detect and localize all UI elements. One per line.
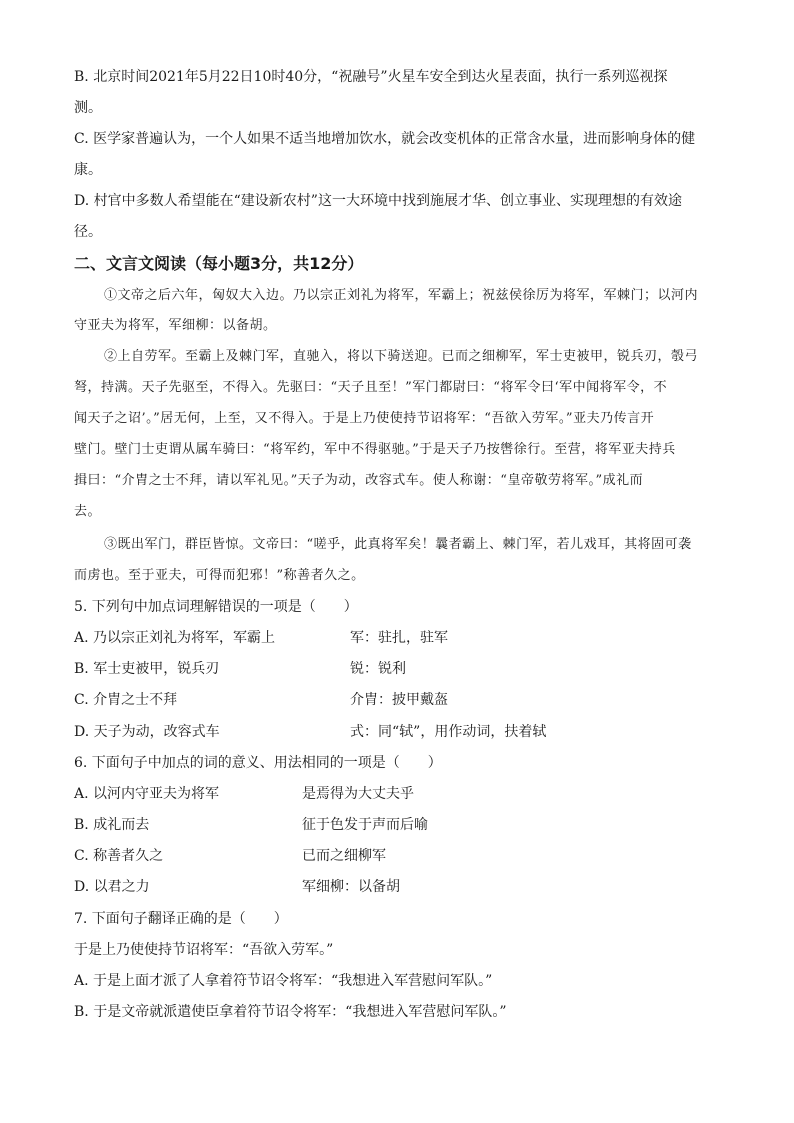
passage-line: 守亚夫为将军，军细柳：以备胡。 bbox=[74, 318, 277, 333]
prev-option-b-line2: 测。 bbox=[74, 100, 102, 116]
q5-option-d-gloss: 式：同“轼”，用作动词，扶着轼 bbox=[350, 724, 547, 740]
q6-option-b-compare: 征于色发于声而后喻 bbox=[302, 817, 428, 833]
prev-option-c-line2: 康。 bbox=[74, 162, 102, 178]
prev-option-d-line2: 径。 bbox=[74, 224, 102, 240]
q6-option-a-compare: 是焉得为大丈夫乎 bbox=[302, 786, 414, 802]
q6-option-b: B. 成礼而去 bbox=[74, 817, 150, 833]
prev-option-b-line1: B. 北京时间2021年5月22日10时40分，“祝融号”火星车安全到达火星表面，执行一系列巡视探 bbox=[74, 69, 668, 85]
passage-line: ①文帝之后六年，匈奴大入边。乃以宗正刘礼为将军，军霸上；祝兹侯徐厉为将军，军棘门；以河内 bbox=[104, 288, 699, 303]
q5-option-b: B. 军士吏被甲，锐兵刃 bbox=[74, 661, 220, 677]
q6-option-d-compare: 军细柳：以备胡 bbox=[302, 879, 400, 895]
q7-option-a: A. 于是上面才派了人拿着符节诏令将军：“我想进入军营慰问军队。” bbox=[74, 973, 493, 989]
question-5-stem: 5. 下列句中加点词理解错误的一项是（ ） bbox=[74, 599, 358, 615]
question-6-stem: 6. 下面句子中加点的词的意义、用法相同的一项是（ ） bbox=[74, 755, 442, 771]
q6-option-c-compare: 已而之细柳军 bbox=[302, 848, 386, 864]
q5-option-b-gloss: 锐：锐利 bbox=[350, 661, 406, 677]
passage-line: 弩，持满。天子先驱至，不得入。先驱曰：“天子且至！”军门都尉曰：“将军令曰‘军中闻将军令，不 bbox=[74, 380, 668, 395]
q7-option-b: B. 于是文帝就派遣使臣拿着符节诏令将军：“我想进入军营慰问军队。” bbox=[74, 1004, 507, 1020]
section-title: 二、文言文阅读（每小题3分，共12分） bbox=[74, 254, 364, 273]
passage-line: 去。 bbox=[74, 504, 102, 519]
q5-option-d: D. 天子为动，改容式车 bbox=[74, 724, 220, 740]
q6-option-c: C. 称善者久之 bbox=[74, 848, 164, 864]
prev-option-d-line1: D. 村官中多数人希望能在“建设新农村”这一大环境中找到施展才华、创立事业、实现理想的有效途 bbox=[74, 193, 682, 209]
passage-line: 而虏也。至于亚夫，可得而犯邪！”称善者久之。 bbox=[74, 568, 365, 583]
passage-line: ②上自劳军。至霸上及棘门军，直驰入，将以下骑送迎。已而之细柳军，军士吏被甲，锐兵刃，彀弓 bbox=[104, 349, 699, 364]
passage-line: 闻天子之诏’。”居无何，上至，又不得入。于是上乃使使持节诏将军：“吾欲入劳军。”亚夫乃传言开 bbox=[74, 411, 655, 426]
passage-line: 壁门。壁门士吏谓从属车骑曰：“将军约，军中不得驱驰。”于是天子乃按辔徐行。至营，将军亚夫持兵 bbox=[74, 442, 676, 457]
q5-option-a: A. 乃以宗正刘礼为将军，军霸上 bbox=[74, 630, 276, 646]
prev-option-c-line1: C. 医学家普遍认为，一个人如果不适当地增加饮水，就会改变机体的正常含水量，进而影响身体的健 bbox=[74, 131, 696, 147]
q6-option-a: A. 以河内守亚夫为将军 bbox=[74, 786, 220, 802]
q5-option-c-gloss: 介胄：披甲戴盔 bbox=[350, 692, 448, 708]
q5-option-c: C. 介胄之士不拜 bbox=[74, 692, 178, 708]
q7-sentence: 于是上乃使使持节诏将军：“吾欲入劳军。” bbox=[74, 942, 334, 958]
q6-option-d: D. 以君之力 bbox=[74, 879, 150, 895]
passage-line: 揖曰：“介胄之士不拜，请以军礼见。”天子为动，改容式车。使人称谢：“皇帝敬劳将军。”成礼而 bbox=[74, 473, 644, 488]
passage-line: ③既出军门，群臣皆惊。文帝曰：“嗟乎，此真将军矣！曩者霸上、棘门军，若儿戏耳，其将固可袭 bbox=[104, 537, 692, 552]
question-7-stem: 7. 下面句子翻译正确的是（ ） bbox=[74, 911, 288, 927]
q5-option-a-gloss: 军：驻扎，驻军 bbox=[350, 630, 448, 646]
